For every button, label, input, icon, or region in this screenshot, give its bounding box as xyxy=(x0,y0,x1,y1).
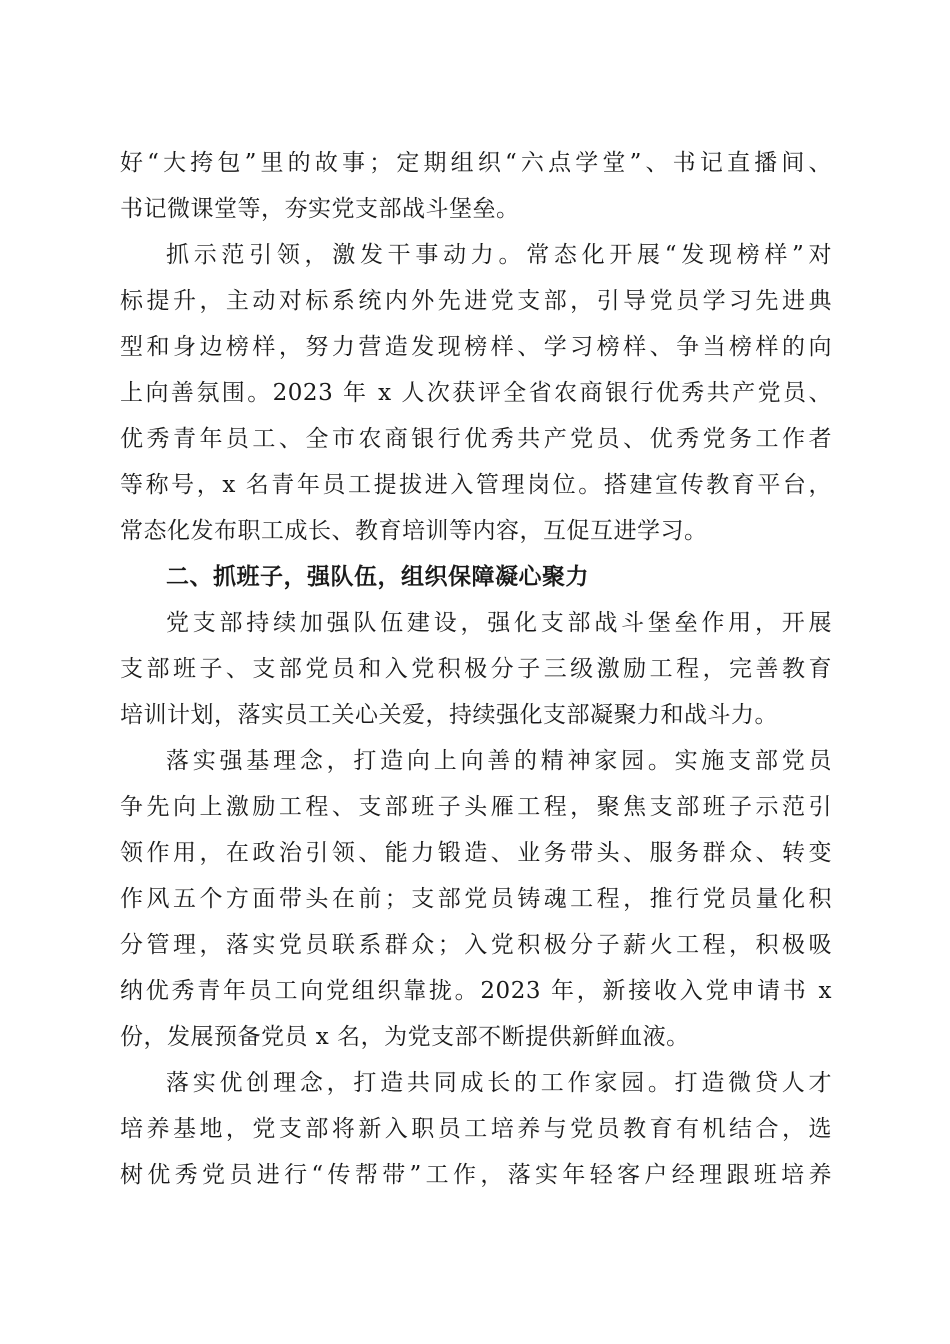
text-line: 上向善氛围。2023 年 x 人次获评全省农商银行优秀共产党员、 xyxy=(120,380,832,406)
text-line: 常态化发布职工成长、教育培训等内容，互促互进学习。 xyxy=(120,518,708,544)
text-line: 抓示范引领，激发干事动力。常态化开展“发现榜样”对 xyxy=(166,242,832,268)
text-line: 型和身边榜样，努力营造发现榜样、学习榜样、争当榜样的向 xyxy=(120,334,832,360)
text-line: 培养基地，党支部将新入职员工培养与党员教育有机结合，选 xyxy=(120,1116,832,1142)
text-line: 等称号，x 名青年员工提拔进入管理岗位。搭建宣传教育平台， xyxy=(120,472,832,498)
text-line: 纳优秀青年员工向党组织靠拢。2023 年，新接收入党申请书 x xyxy=(120,978,832,1004)
text-line: 作风五个方面带头在前；支部党员铸魂工程，推行党员量化积 xyxy=(120,886,832,912)
text-line: 标提升，主动对标系统内外先进党支部，引导党员学习先进典 xyxy=(120,288,832,314)
text-line: 党支部持续加强队伍建设，强化支部战斗堡垒作用，开展 xyxy=(166,610,832,636)
text-line: 落实优创理念，打造共同成长的工作家园。打造微贷人才 xyxy=(166,1070,832,1096)
text-line: 份，发展预备党员 x 名，为党支部不断提供新鲜血液。 xyxy=(120,1024,690,1050)
text-line: 支部班子、支部党员和入党积极分子三级激励工程，完善教育 xyxy=(120,656,832,682)
document-body xyxy=(120,140,832,1198)
text-line: 书记微课堂等，夯实党支部战斗堡垒。 xyxy=(120,196,520,222)
text-line: 领作用，在政治引领、能力锻造、业务带头、服务群众、转变 xyxy=(120,840,832,866)
text-line: 培训计划，落实员工关心关爱，持续强化支部凝聚力和战斗力。 xyxy=(120,702,778,728)
text-line: 分管理，落实党员联系群众；入党积极分子薪火工程，积极吸 xyxy=(120,932,832,958)
text-line: 争先向上激励工程、支部班子头雁工程，聚焦支部班子示范引 xyxy=(120,794,832,820)
text-line: 树优秀党员进行“传帮带”工作，落实年轻客户经理跟班培养 xyxy=(120,1162,832,1188)
text-line: 好“大挎包”里的故事；定期组织“六点学堂”、书记直播间、 xyxy=(120,150,832,176)
text-line: 落实强基理念，打造向上向善的精神家园。实施支部党员 xyxy=(166,748,832,774)
section-heading: 二、抓班子，强队伍，组织保障凝心聚力 xyxy=(166,564,589,590)
text-line: 优秀青年员工、全市农商银行优秀共产党员、优秀党务工作者 xyxy=(120,426,832,452)
